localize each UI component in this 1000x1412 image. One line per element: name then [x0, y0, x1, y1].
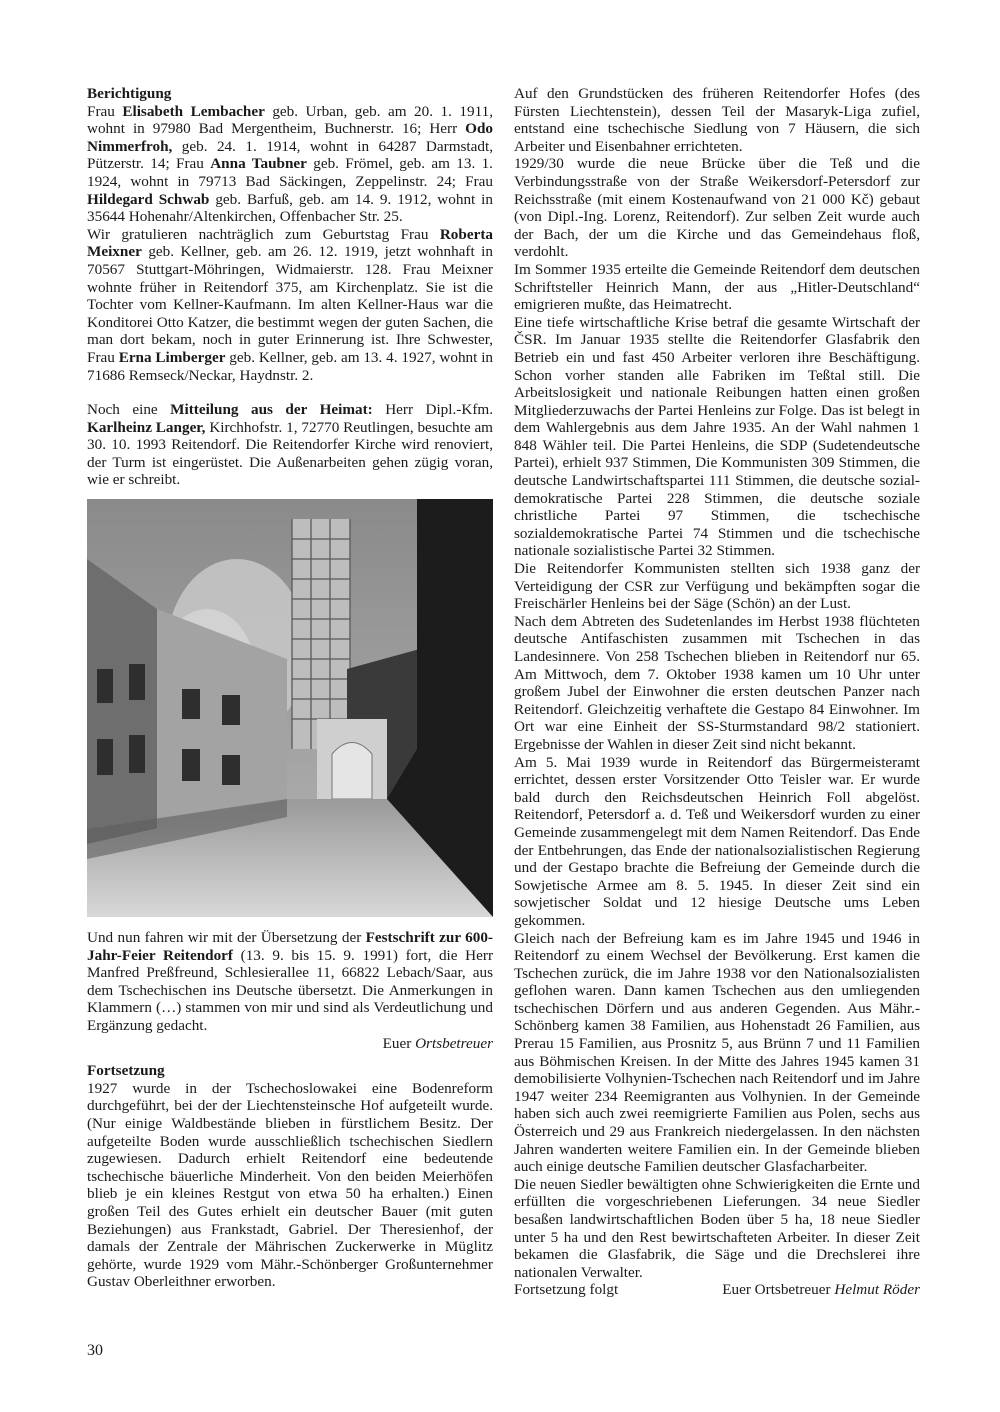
correction-paragraph: Frau Elisabeth Lembacher geb. Urban, geb. am 20. 1. 1911, wohnt in 97980 Bad Mergentheim, Buchnerstr. 16; Herr Odo Nimmerfroh, geb. 24. 1. 1914, wohnt in 64287 Darmstadt, Pützerstr. 14; Frau Anna Taubner geb. Frömel, geb. am 13. 1. 1924, wohnt in 79713 Bad Säckingen, Zeppelinstr. 24; Frau Hildegard Schwab geb. Barfuß, geb. am 14. 9. 1912, wohnt in 35644 Hohenahr/Altenkirchen, Offenbacher Str. 25. [87, 102, 494, 226]
correction-heading: Berichtigung [87, 85, 172, 102]
intro-signature: Euer Ortsbetreuer [382, 1034, 493, 1052]
paragraph: Eine tiefe wirtschaftliche Krise betraf die gesamte Wirtschaft der ČSR. Im Januar 1935 stellte die Reitendorfer Glasfabrik den Betrieb ein und fast 450 Arbeiter verloren ihre Beschäftigung. Schon vorher standen alle Fabriken im Teßtal still. Die Arbeitslosigkeit und nationale Reibungen hatten einen großen Mitgliederzuwachs der Partei Henleins zur Folge. Das ist belegt in dem Wahlergebnis aus dem Jahre 1935. An der Wahl nahmen 1 848 Wähler teil. Die Partei Henleins, die SDP (Sudetendeutsche Partei), erhielt 937 Stimmen, Die Kommunisten 309 Stimmen, die deutsche Landwirtschaftspartei 111 Stimmen, die deutsche sozial-demokratische Partei 228 Stimmen, die deutsche soziale christliche Partei 97 Stimmen, die tschechische sozialdemokratische Partei 74 Stimmen und die tschechische nationale sozialistische Partei 32 Stimmen. [514, 313, 920, 560]
paragraph: Im Sommer 1935 erteilte die Gemeinde Reitendorf dem deutschen Schriftsteller Heinrich Mann, der aus „Hitler-Deutschland“ emigrieren mußte, das Heimatrecht. [514, 260, 920, 314]
left-column [87, 85, 493, 1291]
news-paragraph: Noch eine Mitteilung aus der Heimat: Herr Dipl.-Kfm. Karlheinz Langer, Kirchhofstr. 1, 72770 Reutlingen, besuchte am 30. 10. 1993 Reitendorf. Die Reitendorfer Kirche wird renoviert, der Turm ist eingerüstet. Die Außenarbeiten gehen zügig voran, wie er schreibt. [87, 401, 493, 489]
continued-note: Fortsetzung folgt [514, 1281, 619, 1299]
page-number: 30 [87, 1342, 103, 1359]
right-column [514, 85, 920, 1299]
church-tower-photo [87, 499, 493, 917]
paragraph: Am 5. Mai 1939 wurde in Reitendorf das Bürgermeisteramt errichtet, dessen erster Vorsitzender Otto Teisler war. Er wurde bald durch den Reichsdeutschen Heinrich Foll abgelöst. Reitendorf, Petersdorf a. d. Teß und Weikersdorf wurden zu einer Gemeinde zusammengelegt mit dem Namen Reitendorf. Das Ende der Entbehrungen, das Ende der nationalsozialistischen Regierung und der Gestapo brachte die Befreiung der Gemeinde durch die Sowjetische Armee am 8. 5. 1945. In dieser Zeit sind ein sowjetischer Soldat und 12 hiesige Deutsche ums Leben gekommen. [514, 753, 920, 929]
intro-paragraph: Und nun fahren wir mit der Übersetzung der Festschrift zur 600-Jahr-Feier Reitendorf (13. 9. bis 15. 9. 1991) fort, die Herr Manfred Preßfreund, Schlesierallee 11, 66822 Lebach/Saar, aus dem Tschechischen ins Deutsche übersetzt. Die Anmerkungen in Klammern (…) stammen von mir und sind als Verdeutlichung und Ergänzung gedacht. [87, 929, 494, 1035]
footer-signature-row [514, 1281, 920, 1299]
paragraph: Die neuen Siedler bewältigten ohne Schwierigkeiten die Ernte und erfüllten die vorgeschriebenen Lieferungen. 34 neue Siedler besaßen landwirtschaftlichen Boden über 5 ha, 18 neue Siedler unter 5 ha und den Rest bewirtschafteten Arbeiter. In dieser Zeit bekamen die Glasfabrik, die Säge und die Drechslerei ihre nationalen Verwalter. [514, 1175, 920, 1281]
congratulations-paragraph: Wir gratulieren nachträglich zum Geburtstag Frau Roberta Meixner geb. Kellner, geb. am 26. 12. 1919, jetzt wohnhaft in 70567 Stuttgart-Möhringen, Widmaierstr. 128. Frau Meixner wohnte früher in Reitendorf 375, am Kirchenplatz. Sie ist die Tochter vom Kellner-Kaufmann. Im alten Kellner-Haus war die Konditorei Otto Katzer, die bestimmt wegen der guten Sachen, die man dort bekam, noch in guter Erinnerung ist. Ihre Schwester, Frau Erna Limberger geb. Kellner, geb. am 13. 4. 1927, wohnt in 71686 Remseck/Neckar, Haydnstr. 2. [87, 225, 494, 384]
paragraph: Gleich nach der Befreiung kam es im Jahre 1945 und 1946 in Reitendorf zu einem Wechsel der Bevölkerung. Erst kamen die Tschechen zurück, die im Jahre 1938 vor den Nationalsozialisten geflohen waren. Dann kamen Tschechen aus den umliegenden tschechischen Dörfern und aus anderen Gegenden. Aus Mähr.-Schönberg kamen 38 Familien, aus Hohenstadt 26 Familien, aus Prerau 15 Familien, aus Prosnitz 5, aus Brünn 7 und 11 Familien aus Böhmischen Kreisen. In der Mitte des Jahres 1945 kamen 31 demobilisierte Volhynien-Tschechen nach Reitendorf und im Jahre 1947 weiter 234 Reemigranten aus Volhynien. In der Gemeinde haben sich auch zwei reemigrierte Familien aus Polen, sechs aus Österreich und 29 aus Frankreich niedergelassen. In den nächsten Jahren wanderten weitere Familien ein. In der Gemeinde blieben auch einige deutsche Familien deutscher Glasfacharbeiter. [514, 929, 920, 1176]
paragraph: Nach dem Abtreten des Sudetenlandes im Herbst 1938 flüchteten deutsche Antifaschisten zusammen mit Tschechen in das Landesinnere. Von 258 Tschechen blieben in Reitendorf nur 65. Am Mittwoch, dem 7. Oktober 1938 kamen um 10 Uhr unter großem Jubel der Einwohner die ersten deutschen Panzer nach Reitendorf. Gleichzeitig verhaftete die Gestapo 84 Einwohner. Im Ort war eine Einheit der SS-Sturmstandard 98/2 stationiert. Ergebnisse der Wahlen in dieser Zeit sind nicht bekannt. [514, 612, 920, 753]
author-signature: Euer Ortsbetreuer Helmut Röder [722, 1281, 920, 1299]
continuation-heading: Fortsetzung [87, 1062, 165, 1080]
paragraph: Auf den Grundstücken des früheren Reitendorfer Hofes (des Fürsten Liechtenstein), dessen Teil der Masaryk-Liga zufiel, entstand eine tschechische Siedlung von 7 Häusern, die sich Arbeiter und Eisenbahner errichteten. [514, 85, 920, 155]
paragraph: 1929/30 wurde die neue Brücke über die Teß und die Verbindungsstraße von der Straße Weikersdorf-Petersdorf zur Reichsstraße (mit einem Kostenaufwand von 21 000 Kč) gebaut (von Dipl.-Ing. Lorenz, Reitendorf). Zur selben Zeit wurde auch der Bach, der um die Kirche und das Gemeindehaus floß, verdohlt. [514, 155, 920, 261]
paragraph: Die Reitendorfer Kommunisten stellten sich 1938 ganz der Verteidigung der CSR zur Verfügung und bekämpften sogar die Freischärler Henleins bei der Säge (Schön) an der Lust. [514, 560, 920, 613]
continuation-paragraph: 1927 wurde in der Tschechoslowakei eine Bodenreform durchgeführt, bei der der Liechtensteinsche Hof aufgeteilt wurde. (Nur einige Waldbestände blieben in fürstlichem Besitz. Der aufgeteilte Boden wurde ausschließlich tschechischen Siedlern zugewiesen. Dadurch erhielt Reitendorf eine bedeutende tschechische bäuerliche Minderheit. Von den beiden Meierhöfen blieb je ein kleines Restgut von etwa 50 ha erhalten.) Einen großen Teil des Gutes erhielt ein deutscher Bauer (mit guten Beziehungen) aus Frankstadt, Gabriel. Der Theresienhof, der damals der Zentrale der Mährischen Zuckerwerke in Müglitz gehörte, wurde 1929 vom Mähr.-Schönberger Großunternehmer Gustav Oberleithner erworben. [87, 1079, 493, 1291]
